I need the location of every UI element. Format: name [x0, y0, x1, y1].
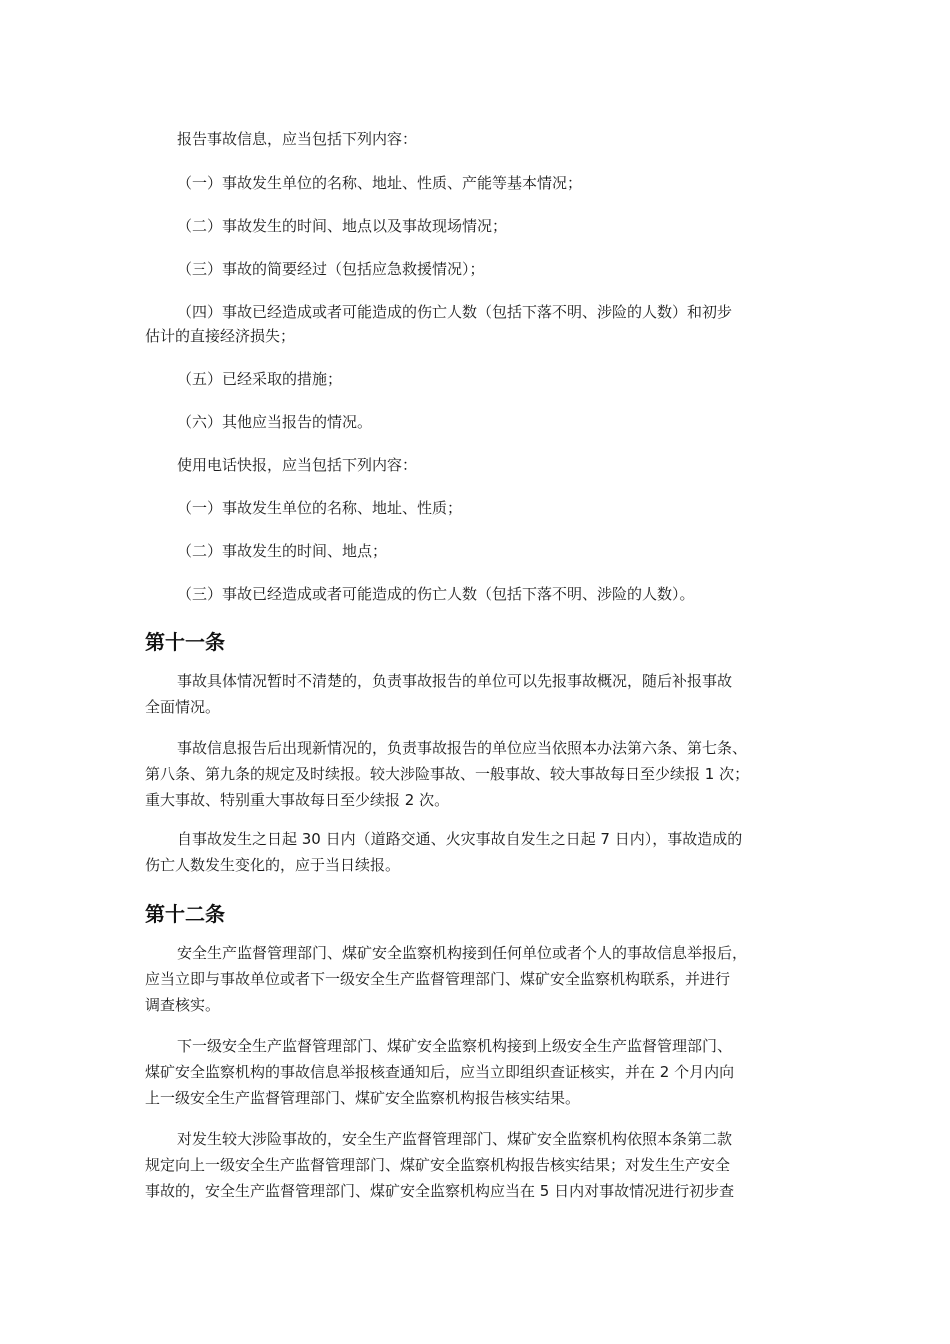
- list-item: （三）事故的简要经过（包括应急救援情况）；: [177, 260, 485, 278]
- paragraph: [145, 1033, 810, 1111]
- list-item: （四）事故已经造成或者可能造成的伤亡人数（包括下落不明、涉险的人数）和初步: [177, 303, 733, 321]
- text-line: 自事故发生之日起 30 日内（道路交通、火灾事故自发生之日起 7 日内），事故造成的: [177, 830, 743, 848]
- text-line: 第八条、第九条的规定及时续报。较大涉险事故、一般事故、较大事故每日至少续报 1 次；: [145, 765, 750, 783]
- list-item-continuation: 估计的直接经济损失；: [145, 327, 296, 345]
- text-line: 事故具体情况暂时不清楚的，负责事故报告的单位可以先报事故概况，随后补报事故: [177, 672, 733, 690]
- paragraph: [145, 826, 810, 878]
- text-line: 煤矿安全监察机构的事故信息举报核查通知后，应当立即组织查证核实，并在 2 个月内向: [145, 1063, 735, 1081]
- list-item: （二）事故发生的时间、地点；: [177, 542, 388, 560]
- list-item: （一）事故发生单位的名称、地址、性质；: [177, 499, 463, 517]
- text-line: 安全生产监督管理部门、煤矿安全监察机构接到任何单位或者个人的事故信息举报后，: [177, 944, 748, 962]
- text-line: 调查核实。: [145, 996, 221, 1014]
- text-line: 伤亡人数发生变化的，应于当日续报。: [145, 856, 401, 874]
- paragraph: [145, 668, 810, 720]
- intro-paragraph: 报告事故信息，应当包括下列内容：: [177, 130, 418, 148]
- paragraph: [145, 940, 810, 1018]
- list-item: （一）事故发生单位的名称、地址、性质、产能等基本情况；: [177, 174, 583, 192]
- list-item: （二）事故发生的时间、地点以及事故现场情况；: [177, 217, 508, 235]
- text-line: 规定向上一级安全生产监督管理部门、煤矿安全监察机构报告核实结果；对发生生产安全: [145, 1156, 731, 1174]
- text-line: 上一级安全生产监督管理部门、煤矿安全监察机构报告核实结果。: [145, 1089, 581, 1107]
- text-line: 事故的，安全生产监督管理部门、煤矿安全监察机构应当在 5 日内对事故情况进行初步查: [145, 1182, 735, 1200]
- text-line: 事故信息报告后出现新情况的，负责事故报告的单位应当依照本办法第六条、第七条、: [177, 739, 748, 757]
- text-line: 重大事故、特别重大事故每日至少续报 2 次。: [145, 791, 450, 809]
- text-line: 下一级安全生产监督管理部门、煤矿安全监察机构接到上级安全生产监督管理部门、: [177, 1037, 733, 1055]
- intro-paragraph: 使用电话快报，应当包括下列内容：: [177, 456, 418, 474]
- list-item: （五）已经采取的措施；: [177, 370, 343, 388]
- list-item: （三）事故已经造成或者可能造成的伤亡人数（包括下落不明、涉险的人数）。: [177, 585, 695, 603]
- list-item: （六）其他应当报告的情况。: [177, 413, 373, 431]
- article-heading: 第十二条: [145, 902, 225, 926]
- paragraph: [145, 735, 810, 813]
- text-line: 全面情况。: [145, 698, 221, 716]
- article-heading: 第十一条: [145, 630, 225, 654]
- text-line: 对发生较大涉险事故的，安全生产监督管理部门、煤矿安全监察机构依照本条第二款: [177, 1130, 733, 1148]
- paragraph: [145, 1126, 810, 1204]
- text-line: 应当立即与事故单位或者下一级安全生产监督管理部门、煤矿安全监察机构联系，并进行: [145, 970, 731, 988]
